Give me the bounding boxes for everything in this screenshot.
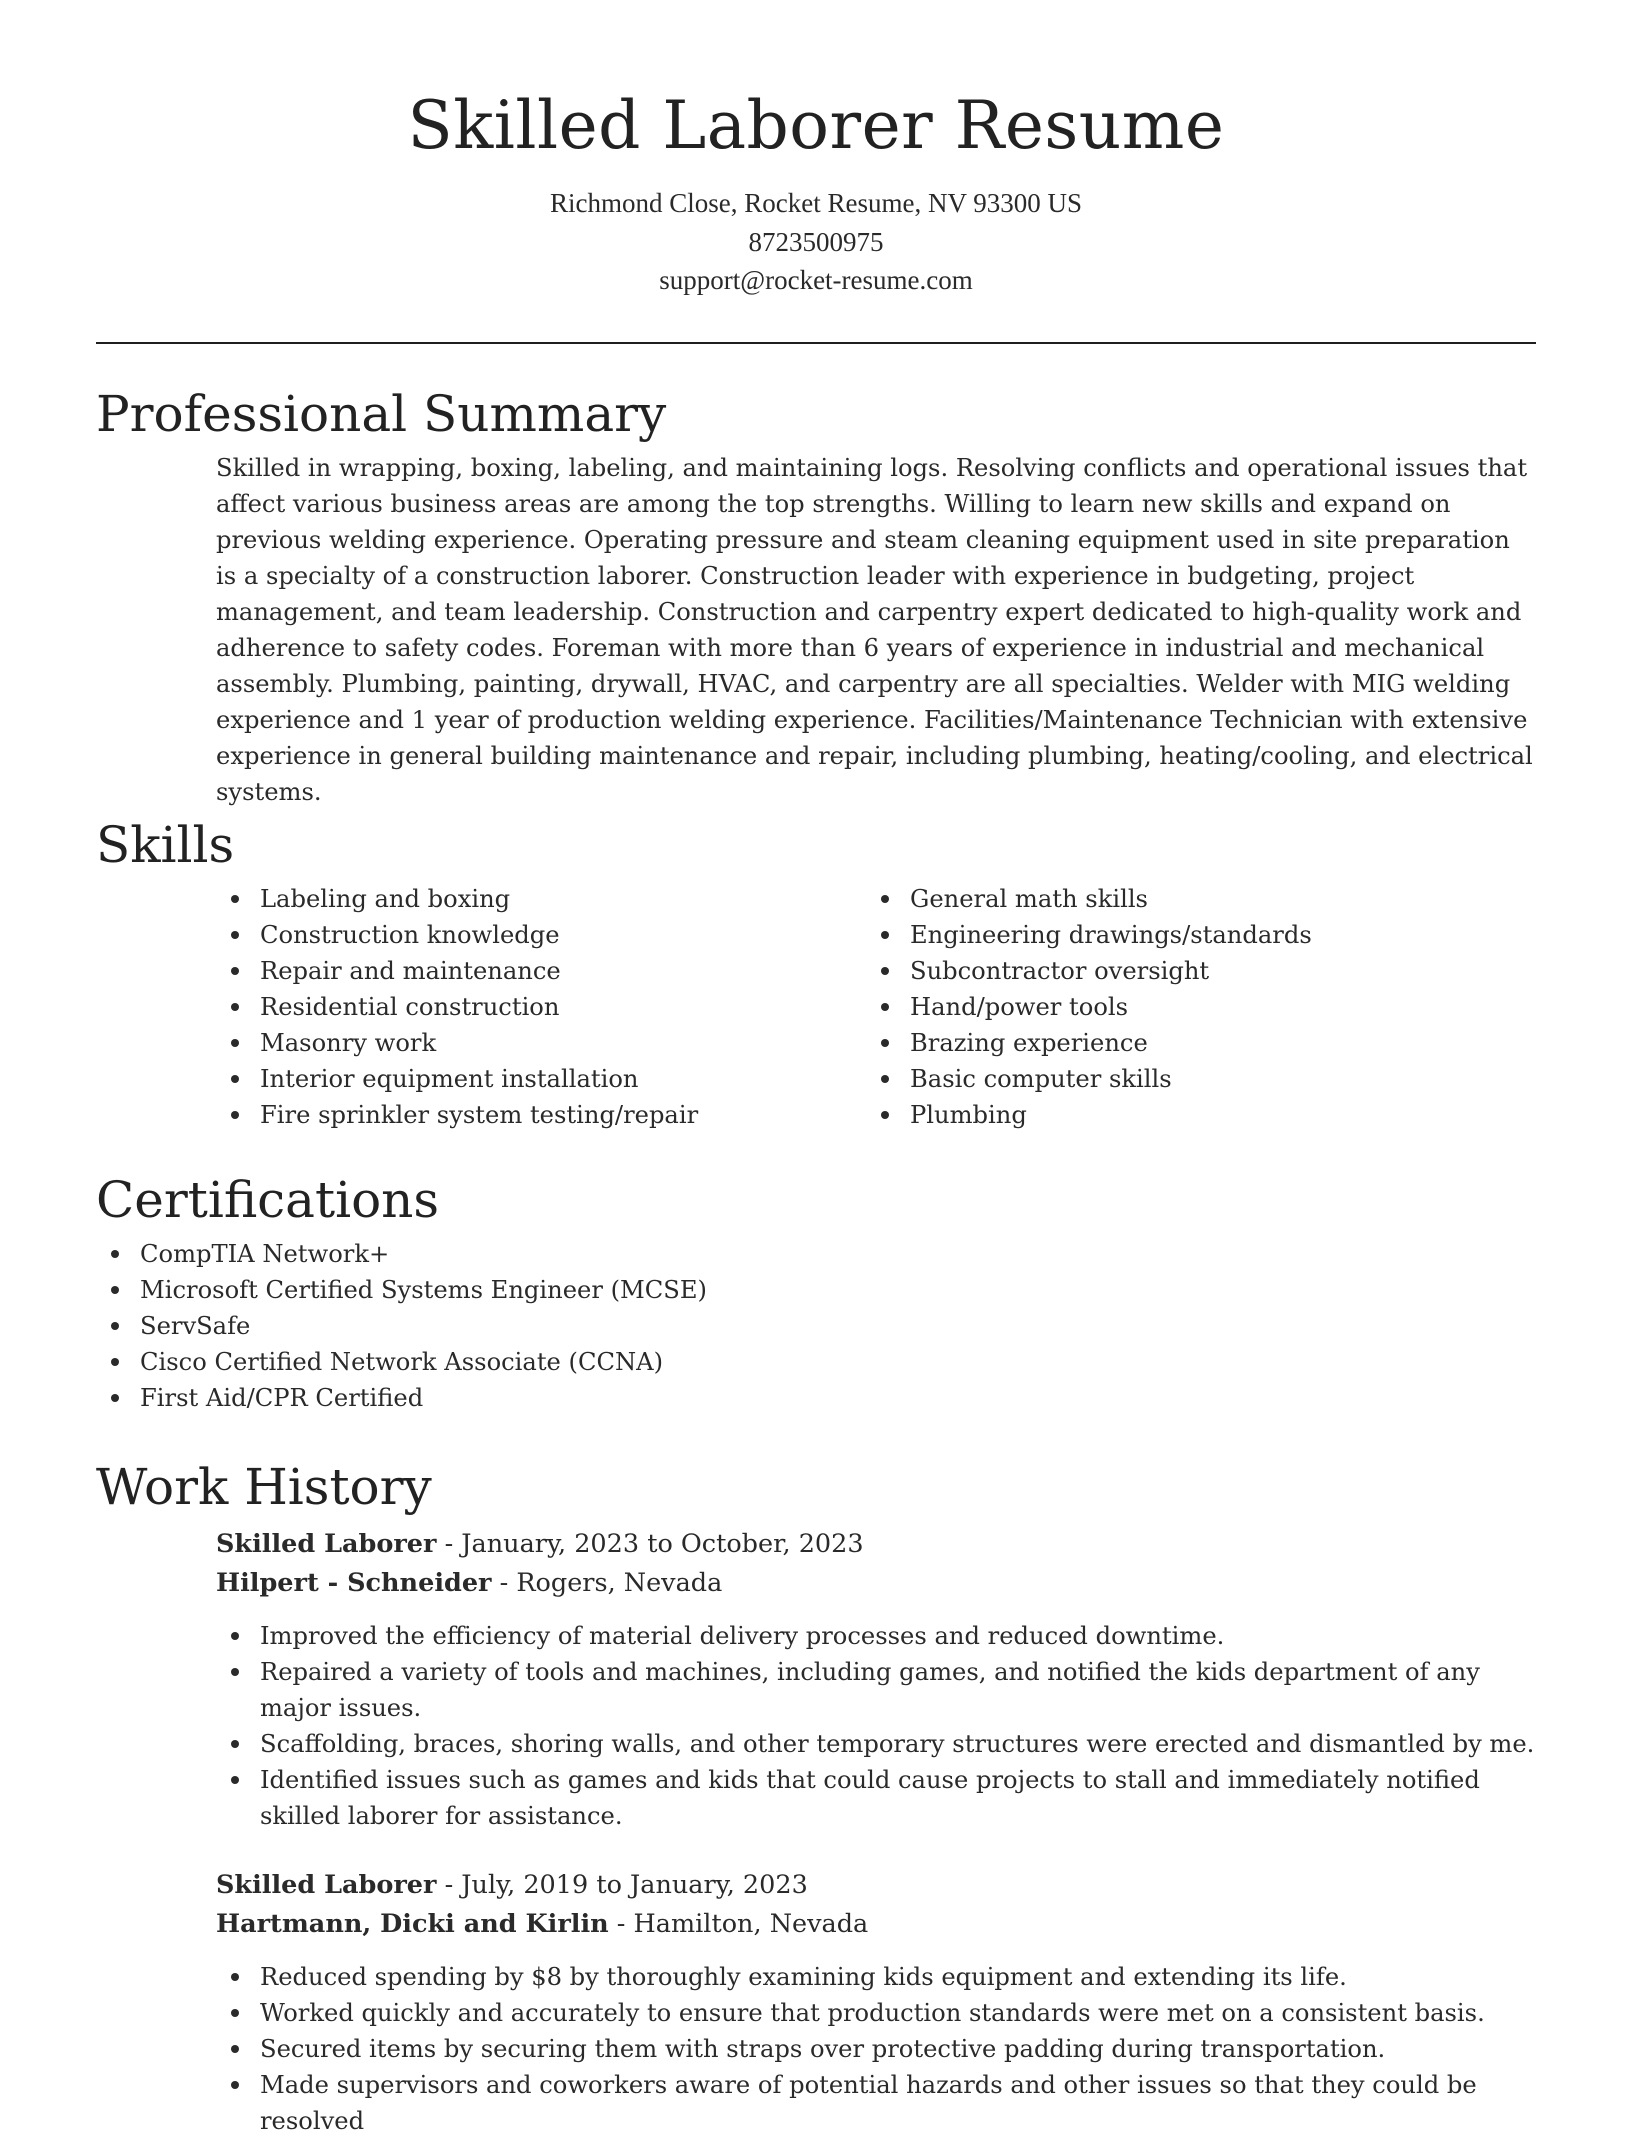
job-title: Skilled Laborer [216, 1529, 437, 1559]
work-history-heading: Work History [96, 1458, 432, 1516]
certification-item: Cisco Certified Network Associate (CCNA) [96, 1344, 1536, 1380]
skill-item: Interior equipment installation [216, 1061, 866, 1097]
certifications-heading: Certifications [96, 1171, 440, 1229]
job-title: Skilled Laborer [216, 1870, 437, 1900]
job-bullet: Identified issues such as games and kids that could cause projects to stall and immediately notified skilled laborer for assistance. [216, 1762, 1536, 1834]
skill-item: General math skills [866, 881, 1516, 917]
work-history-section [96, 1457, 1536, 2139]
job-bullet: Worked quickly and accurately to ensure that production standards were met on a consistent basis. [216, 1995, 1536, 2031]
job-bullet: Secured items by securing them with straps over protective padding during transportation. [216, 2031, 1536, 2067]
skill-item: Residential construction [216, 989, 866, 1025]
job-company: Hilpert - Schneider [216, 1567, 492, 1598]
job-dates: - January, 2023 to October, 2023 [436, 1529, 864, 1559]
skills-columns [216, 881, 1536, 1133]
contact-email: support@rocket-resume.com [659, 265, 973, 295]
summary-text: Skilled in wrapping, boxing, labeling, and maintaining logs. Resolving conflicts and operational issues that affect various business areas are among the top strengths. Willing to learn new skills and expand on previous welding experience. Operating pressure and steam cleaning equipment used in site preparation is a specialty of a construction laborer. Construction leader with experience in budgeting, project management, and team leadership. Construction and carpentry expert dedicated to high-quality work and adherence to safety codes. Foreman with more than 6 years of experience in industrial and mechanical assembly. Plumbing, painting, drywall, HVAC, and carpentry are all specialties. Welder with MIG welding experience and 1 year of production welding experience. Facilities/Maintenance Technician with extensive experience in general building maintenance and repair, including plumbing, heating/cooling, and electrical systems. [216, 454, 1533, 806]
skills-list-right [866, 881, 1516, 1133]
contact-phone: 8723500975 [748, 226, 884, 257]
job-bullet: Scaffolding, braces, shoring walls, and other temporary structures were erected and dismantled by me. [216, 1726, 1536, 1762]
certification-item: First Aid/CPR Certified [96, 1380, 1536, 1416]
skill-item: Construction knowledge [216, 917, 866, 953]
certifications-section [96, 1170, 1536, 1416]
job-dates: - July, 2019 to January, 2023 [436, 1870, 808, 1900]
job-title-line [216, 1866, 1536, 1905]
job-company-line [216, 1564, 1536, 1603]
skill-item: Basic computer skills [866, 1061, 1516, 1097]
job-company-line [216, 1905, 1536, 1944]
summary-section [96, 384, 1536, 810]
skill-item: Masonry work [216, 1025, 866, 1061]
job-bullet: Repaired a variety of tools and machines, including games, and notified the kids department of any major issues. [216, 1654, 1536, 1726]
job-title-line [216, 1525, 1536, 1564]
job-entry [216, 1525, 1536, 1834]
certification-item: Microsoft Certified Systems Engineer (MCSE) [96, 1272, 1536, 1308]
summary-heading: Professional Summary [96, 385, 667, 443]
skill-item: Plumbing [866, 1097, 1516, 1133]
certification-item: ServSafe [96, 1308, 1536, 1344]
job-company: Hartmann, Dicki and Kirlin [216, 1908, 609, 1939]
skill-item: Fire sprinkler system testing/repair [216, 1097, 866, 1133]
skill-item: Engineering drawings/standards [866, 917, 1516, 953]
header-divider [96, 342, 1536, 344]
job-location: - Hamilton, Nevada [608, 1908, 869, 1939]
job-bullets [216, 1618, 1536, 1834]
certifications-list [96, 1236, 1536, 1416]
job-bullet: Made supervisors and coworkers aware of potential hazards and other issues so that they could be resolved [216, 2067, 1536, 2139]
contact-info [0, 184, 1632, 300]
job-entry [216, 1866, 1536, 2139]
skill-item: Subcontractor oversight [866, 953, 1516, 989]
skills-list-left [216, 881, 866, 1133]
skill-item: Brazing experience [866, 1025, 1516, 1061]
job-bullet: Reduced spending by $8 by thoroughly examining kids equipment and extending its life. [216, 1959, 1536, 1995]
skill-item: Repair and maintenance [216, 953, 866, 989]
skill-item: Hand/power tools [866, 989, 1516, 1025]
certification-item: CompTIA Network+ [96, 1236, 1536, 1272]
skill-item: Labeling and boxing [216, 881, 866, 917]
job-bullet: Improved the efficiency of material delivery processes and reduced downtime. [216, 1618, 1536, 1654]
job-location: - Rogers, Nevada [491, 1567, 723, 1598]
resume-title: Skilled Laborer Resume [407, 87, 1225, 164]
resume-header [0, 0, 1632, 300]
contact-address: Richmond Close, Rocket Resume, NV 93300 US [550, 188, 1082, 218]
skills-heading: Skills [96, 816, 235, 874]
job-bullets [216, 1959, 1536, 2139]
skills-section [96, 815, 1536, 1133]
